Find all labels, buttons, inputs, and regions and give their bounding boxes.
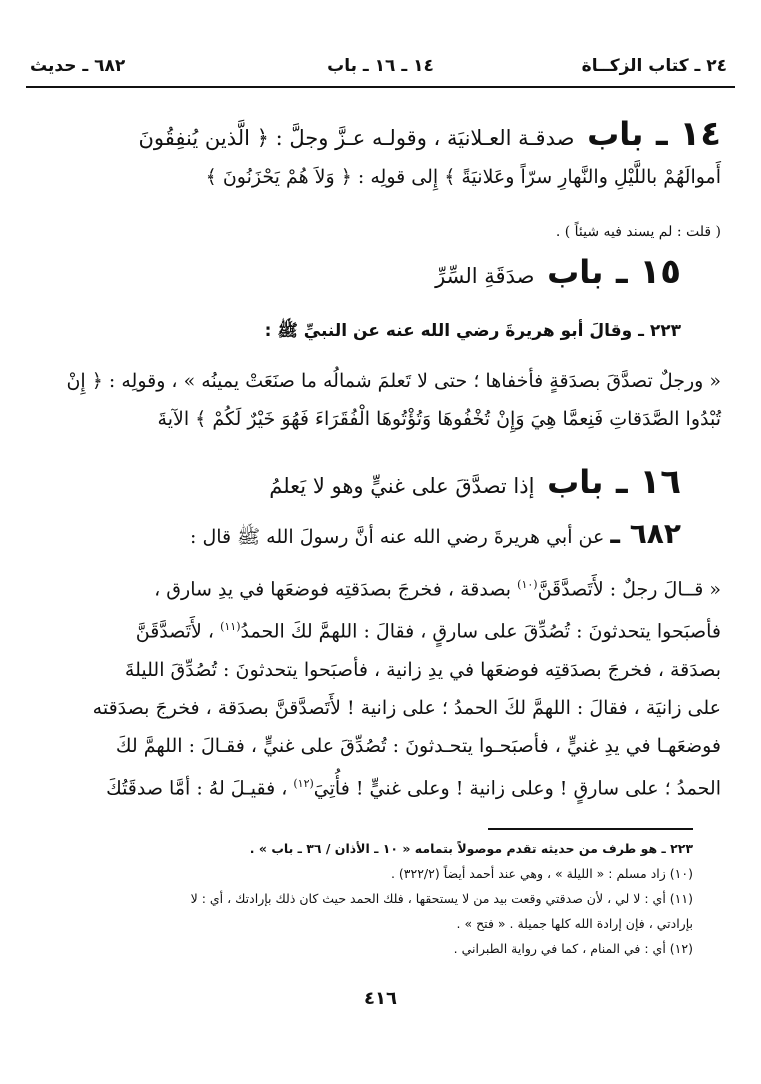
text-run: الحمدُ ؛ على سارقٍ ! وعلى زانية ! وعلى غنيٍّ ! فأُتِيَ [313, 776, 721, 799]
hadith-223-text [40, 362, 721, 438]
hadith-682-heading [40, 514, 681, 557]
text-run: ، لأَتَصدَّقَنَّ [135, 620, 221, 643]
footnote-marker: (١٢) [293, 776, 314, 790]
text-line: فوضعَهـا في يدِ غنيٍّ ، فأصبَحـوا يتحـدثونَ : تُصُدِّقَ على غنيٍّ ، فقـالَ : اللهمَّ لكَ [115, 734, 721, 757]
text-line: بصدَقة ، فخرجَ بصدَقتِه فوضعَها في يدِ زانية ، فأصبَحوا يتحدثونَ : تُصُدِّقَ الليلةَ [124, 658, 721, 681]
text-line: تُبْدُوا الصَّدَقاتِ فَنِعمَّا هِيَ وَإِنْ تُخْفُوهَا وَتُؤْتُوهَا الْفُقَرَاءَ فَهُوَ خَيْرٌ لَكُمْ ﴾ الآيةَ [157, 408, 721, 430]
chapter-number: ١٥ ـ [616, 252, 681, 292]
text-line: على زانيَة ، فقالَ : اللهمَّ لكَ الحمدُ ؛ على زانية ! لأَتَصدَّقنَّ بصدَقة ، فخرجَ بصدَقته [92, 696, 721, 719]
header-book-title: ٢٤ ـ كتاب الزكــاة [581, 56, 727, 76]
page-number: ٤١٦ [364, 988, 397, 1009]
hadith-number: ٢٢٣ ـ [638, 321, 681, 341]
chapter-title: صدقـة العـلانيَة ، وقولـه عـزَّ وجلَّ : ﴿ الَّذين يُنفِقُونَ [138, 126, 575, 150]
chapter-number: ١٦ ـ [616, 462, 681, 502]
chapter-word: باب [587, 115, 644, 153]
header-chapter-range: ١٤ ـ ١٦ ـ باب [327, 56, 434, 76]
chapter-title: إذا تصدَّقَ على غنيٍّ وهو لا يَعلمُ [269, 474, 535, 498]
chapter-number: ١٤ ـ [656, 114, 721, 154]
footnote-11: (١١) أي : لا لي ، لأن صدقتي وقعت بيد من لا يستحقها ، فلك الحمد حيث كان ذلك بإرادتك ، أي : لا [190, 891, 693, 906]
footnote-10: (١٠) زاد مسلم : « الليلة » ، وهي عند أحمد أيضاً (٣٢٢/٢) . [390, 866, 693, 881]
hadith-223-heading [40, 314, 681, 348]
header-divider [26, 86, 735, 88]
text-run: ، فقيـلَ لهُ : أمَّا صدقَتُكَ [106, 776, 294, 799]
footnote-divider [488, 828, 693, 830]
chapter-word: باب [547, 253, 604, 291]
chapter-word: باب [547, 463, 604, 501]
footnote-223: ٢٢٣ ـ هو طرف من حديثه تقدم موصولاً بتمامه « ١٠ ـ الأذان / ٣٦ ـ باب » . [249, 841, 693, 856]
chapter-15-heading [40, 250, 681, 298]
footnotes [40, 836, 693, 961]
footnote-12: (١٢) أي : في المنام ، كما في رواية الطبراني . [453, 941, 693, 956]
text-line [40, 566, 721, 608]
footnote-marker: (١١) [220, 620, 241, 634]
header-hadith-ref: ٦٨٢ ـ حديث [30, 56, 126, 76]
text-run: « قــالَ رجلٌ : لأَتَصدَّقَنَّ [537, 578, 721, 601]
text-run: بصدقة ، فخرجَ بصدَقتِه فوضعَها في يدِ سارق ، [154, 578, 518, 601]
chapter-14-note: ( قلت : لم يسند فيه شيئاً ) . [555, 224, 721, 240]
footnote-marker: (١٠) [517, 578, 538, 591]
text-line: « ورجلٌ تصدَّقَ بصدَقةٍ فأخفاها ؛ حتى لا تَعلمَ شمالُه ما صنَعَتْ يمينُه » ، وقولِه : ﴿ إِنْ [66, 370, 721, 392]
chapter-title: صدَقَةِ السِّرِّ [435, 264, 535, 288]
chapter-14-heading [40, 112, 721, 160]
text-line [40, 765, 721, 807]
footnote-11-cont: بإرادتي ، فإن إرادة الله كلها جميلة . « فتح » . [456, 916, 693, 931]
hadith-682-text [40, 566, 721, 807]
text-line [40, 608, 721, 650]
chapter-14-line2: أَموالَهُمْ باللَّيْلِ والنَّهارِ سرّاً وعَلانيَةً ﴾ إِلى قولِه : ﴿ وَلاَ هُمْ يَحْزَنُونَ ﴾ [205, 166, 721, 188]
running-header [26, 52, 735, 84]
hadith-intro: عن أبي هريرةَ رضي الله عنه أنَّ رسولَ الله ﷺ قال : [190, 526, 605, 548]
text-run: فأصبَحوا يتحدثونَ : تُصُدِّقَ على سارقٍ ، فقالَ : اللهمَّ لكَ الحمدُ [240, 620, 721, 643]
hadith-intro: وقالَ أبو هريرةَ رضي الله عنه عن النبيِّ ﷺ : [264, 321, 633, 341]
chapter-16-heading [40, 460, 681, 508]
hadith-number: ٦٨٢ ـ [610, 517, 681, 550]
